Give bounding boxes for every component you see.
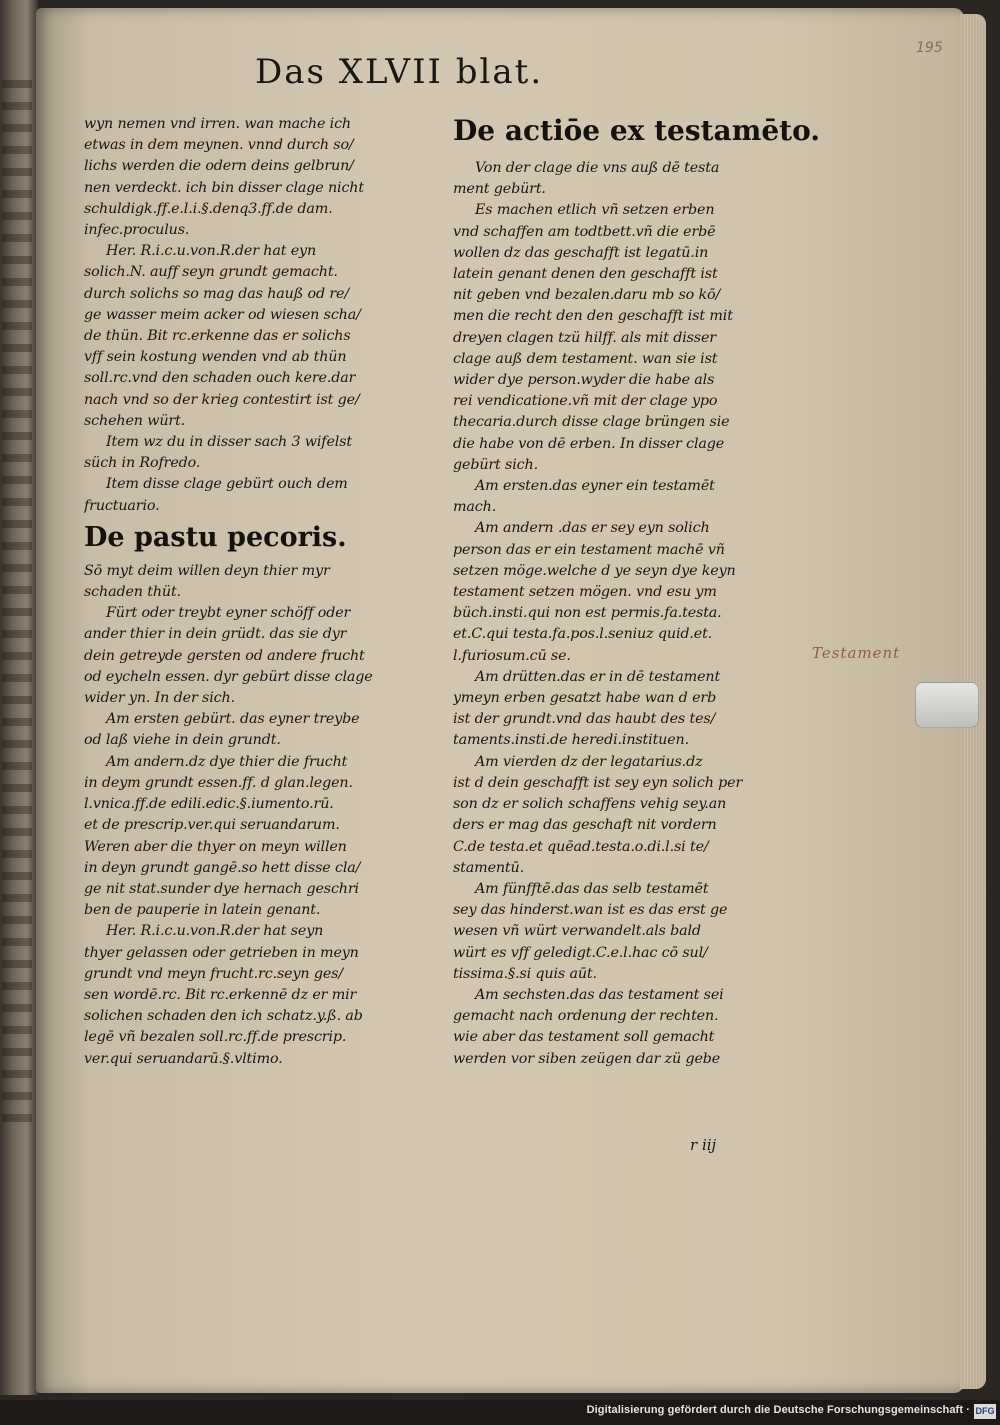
text-line: schehen würt. <box>84 412 186 429</box>
text-line: Von der clage die vns auß dē testa <box>475 160 720 176</box>
text-line: ment gebürt. <box>453 181 546 198</box>
text-line: thecaria.durch disse clage brüngen sie <box>453 414 730 431</box>
text-line: od laß viehe in dein grundt. <box>84 732 281 749</box>
text-line: nit geben vnd bezalen.daru mb so kō/ <box>453 287 721 304</box>
text-line: Am drütten.das er in dē testament <box>475 668 721 685</box>
text-line: setzen möge.welche d ye seyn dye keyn <box>453 562 736 579</box>
running-head: Das XLVII blat. <box>255 52 544 92</box>
text-line: rei vendicatione.vñ mit der clage ypo <box>453 393 718 410</box>
text-line: dein getreyde gersten od andere frucht <box>84 647 365 664</box>
text-line: taments.insti.de heredi.instituen. <box>453 732 689 749</box>
paragraph-am-sechsten <box>453 985 793 1070</box>
text-line: son dz er solich schaffens vehig sey.an <box>453 796 727 813</box>
text-line: wider yn. In der sich. <box>84 690 235 707</box>
paragraph-am-andern <box>84 752 424 922</box>
text-line: würt es vff geledigt.C.e.l.hac cō sul/ <box>453 944 708 961</box>
text-line: ben de pauperie in latein genant. <box>84 902 321 919</box>
paragraph-am-vierden <box>453 752 793 879</box>
text-line: od eycheln essen. dyr gebürt disse clage <box>84 668 373 685</box>
paragraph-item-1 <box>84 432 424 474</box>
text-line: wyn nemen vnd irren. wan mache ich <box>84 116 351 132</box>
text-line: de thün. Bit rc.erkenne das er solichs <box>84 328 351 345</box>
text-line: Am ersten.das eyner ein testamēt <box>475 478 715 495</box>
dfg-logo: DFG <box>974 1404 996 1419</box>
paragraph-am-drutten <box>453 667 793 752</box>
text-line: Am fünfftē.das das selb testamēt <box>475 880 709 897</box>
text-line: nen verdeckt. ich bin disser clage nicht <box>84 179 364 196</box>
text-line: Am andern .das er sey eyn solich <box>475 520 710 537</box>
catchword-signature: r iij <box>690 1136 717 1154</box>
text-line: solich.N. auff seyn grundt gemacht. <box>84 264 338 281</box>
text-line: Item wz du in disser sach 3 wifelst <box>106 434 352 451</box>
text-line: solichen schaden den ich schatz.y.ß. ab <box>84 1008 363 1025</box>
text-line: thyer gelassen oder getrieben in meyn <box>84 944 359 961</box>
text-line: durch solichs so mag das hauß od re/ <box>84 285 350 302</box>
paragraph-item-2 <box>84 474 424 516</box>
text-line: schuldigk.ff.e.l.i.§.denq3.ff.de dam. <box>84 200 333 217</box>
previous-page-text-fragment <box>2 80 32 1130</box>
text-line: person das er ein testament machē vñ <box>453 541 725 558</box>
text-line: Fürt oder treybt eyner schöff oder <box>106 605 351 622</box>
text-line: lichs werden die odern deins gelbrun/ <box>84 158 354 175</box>
handwritten-margin-note: Testament <box>812 644 901 662</box>
text-line: ver.qui seruandarū.§.vltimo. <box>84 1050 283 1067</box>
paragraph-von <box>453 158 793 200</box>
text-line: et de prescrip.ver.qui seruandarum. <box>84 817 340 834</box>
previous-page-edge <box>0 0 38 1395</box>
text-line: ge nit stat.sunder dye hernach geschri <box>84 880 359 897</box>
right-column <box>453 114 820 1070</box>
text-line: vff sein kostung wenden vnd ab thün <box>84 349 347 366</box>
text-line: ander thier in dein grüdt. das sie dyr <box>84 626 347 643</box>
text-line: Her. R.i.c.u.von.R.der hat seyn <box>106 923 324 940</box>
text-line: Item disse clage gebürt ouch dem <box>106 476 348 493</box>
text-line: süch in Rofredo. <box>84 455 201 472</box>
text-line: testament setzen mögen. vnd esu ym <box>453 584 717 601</box>
text-line: Weren aber die thyer on meyn willen <box>84 838 347 855</box>
text-line: gemacht nach ordenung der rechten. <box>453 1008 719 1025</box>
text-line: ge wasser meim acker od wiesen scha/ <box>84 306 361 323</box>
text-line: men die recht den den geschafft ist mit <box>453 308 733 325</box>
text-line: clage auß dem testament. wan sie ist <box>453 350 718 367</box>
text-line: ist d dein geschafft ist sey eyn solich per <box>453 774 743 791</box>
paragraph-es-machen <box>453 200 793 476</box>
text-line: ders er mag das geschaft nit vordern <box>453 817 717 834</box>
text-line: Am sechsten.das das testament sei <box>475 986 724 1003</box>
text-line: wollen dz das geschafft ist legatū.in <box>453 244 709 261</box>
text-line: stamentū. <box>453 859 524 876</box>
text-line: dreyen clagen tzü hilff. als mit disser <box>453 329 716 346</box>
text-line: tissima.§.si quis aūt. <box>453 965 597 982</box>
digitization-credit: Digitalisierung gefördert durch die Deutsche Forschungsgemeinschaft · <box>586 1404 970 1416</box>
text-line: die habe von dē erben. In disser clage <box>453 435 725 452</box>
paragraph-her <box>84 241 424 432</box>
text-line: Am ersten gebürt. das eyner treybe <box>106 711 360 728</box>
paragraph-am-ersten <box>84 709 424 751</box>
text-line: l.furiosum.cū se. <box>453 647 571 664</box>
text-line: ymeyn erben gesatzt habe wan d erb <box>453 690 717 707</box>
text-line: in deym grundt essen.ff. d glan.legen. <box>84 774 353 791</box>
text-line: wie aber das testament soll gemacht <box>453 1029 715 1046</box>
text-line: grundt vnd meyn frucht.rc.seyn ges/ <box>84 965 344 982</box>
section-heading-de-pastu-pecoris: De pastu pecoris. <box>84 521 347 553</box>
text-line: l.vnica.ff.de edili.edic.§.iumento.rū. <box>84 796 334 813</box>
paragraph-pastu <box>84 561 424 603</box>
text-line: schaden thüt. <box>84 584 181 601</box>
paragraph-furt <box>84 603 424 709</box>
text-line: nach vnd so der krieg contestirt ist ge/ <box>84 391 360 408</box>
text-line: et.C.qui testa.fa.pos.l.seniuz quid.et. <box>453 626 713 643</box>
text-line: büch.insti.qui non est permis.fa.testa. <box>453 605 722 622</box>
pencil-folio-number: 195 <box>916 40 943 56</box>
text-line: wesen vñ würt verwandelt.als bald <box>453 923 701 940</box>
text-line: Am vierden dz der legatarius.dz <box>475 753 703 770</box>
paragraph-top <box>84 114 424 241</box>
text-line: etwas in dem meynen. vnnd durch so/ <box>84 137 354 154</box>
text-line: sey das hinderst.wan ist es das erst ge <box>453 902 728 919</box>
paragraph-am-funfften <box>453 879 793 985</box>
text-line: ist der grundt.vnd das haubt des tes/ <box>453 711 716 728</box>
section-heading-de-actione-ex-testamento: De actiōe ex testamēto. <box>453 114 820 147</box>
text-line: Her. R.i.c.u.von.R.der hat eyn <box>106 243 317 260</box>
left-column <box>84 114 424 1070</box>
text-line: mach. <box>453 499 497 516</box>
text-line: wider dye person.wyder die habe als <box>453 372 715 389</box>
text-line: legē vñ bezalen soll.rc.ff.de prescrip. <box>84 1029 347 1046</box>
text-line: vnd schaffen am todtbett.vñ die erbē <box>453 223 716 240</box>
text-line: soll.rc.vnd den schaden ouch kere.dar <box>84 370 356 387</box>
paragraph-am-ersten <box>453 476 793 518</box>
text-line: latein genant denen den geschafft ist <box>453 266 718 283</box>
text-line: in deyn grundt gangē.so hett disse cla/ <box>84 859 361 876</box>
paragraph-her-2 <box>84 921 424 1069</box>
page-clip <box>915 682 979 728</box>
paragraph-am-andern <box>453 518 793 666</box>
text-line: gebürt sich. <box>453 456 538 473</box>
text-line: fructuario. <box>84 497 160 514</box>
text-line: Am andern.dz dye thier die frucht <box>106 753 348 770</box>
text-line: C.de testa.et quēad.testa.o.di.l.si te/ <box>453 838 709 855</box>
text-line: Es machen etlich vñ setzen erben <box>475 202 715 219</box>
text-line: werden vor siben zeügen dar zü gebe <box>453 1050 721 1067</box>
text-line: infec.proculus. <box>84 222 190 239</box>
text-line: sen wordē.rc. Bit rc.erkennē dz er mir <box>84 986 357 1003</box>
text-line: Sō myt deim willen deyn thier myr <box>84 562 330 579</box>
